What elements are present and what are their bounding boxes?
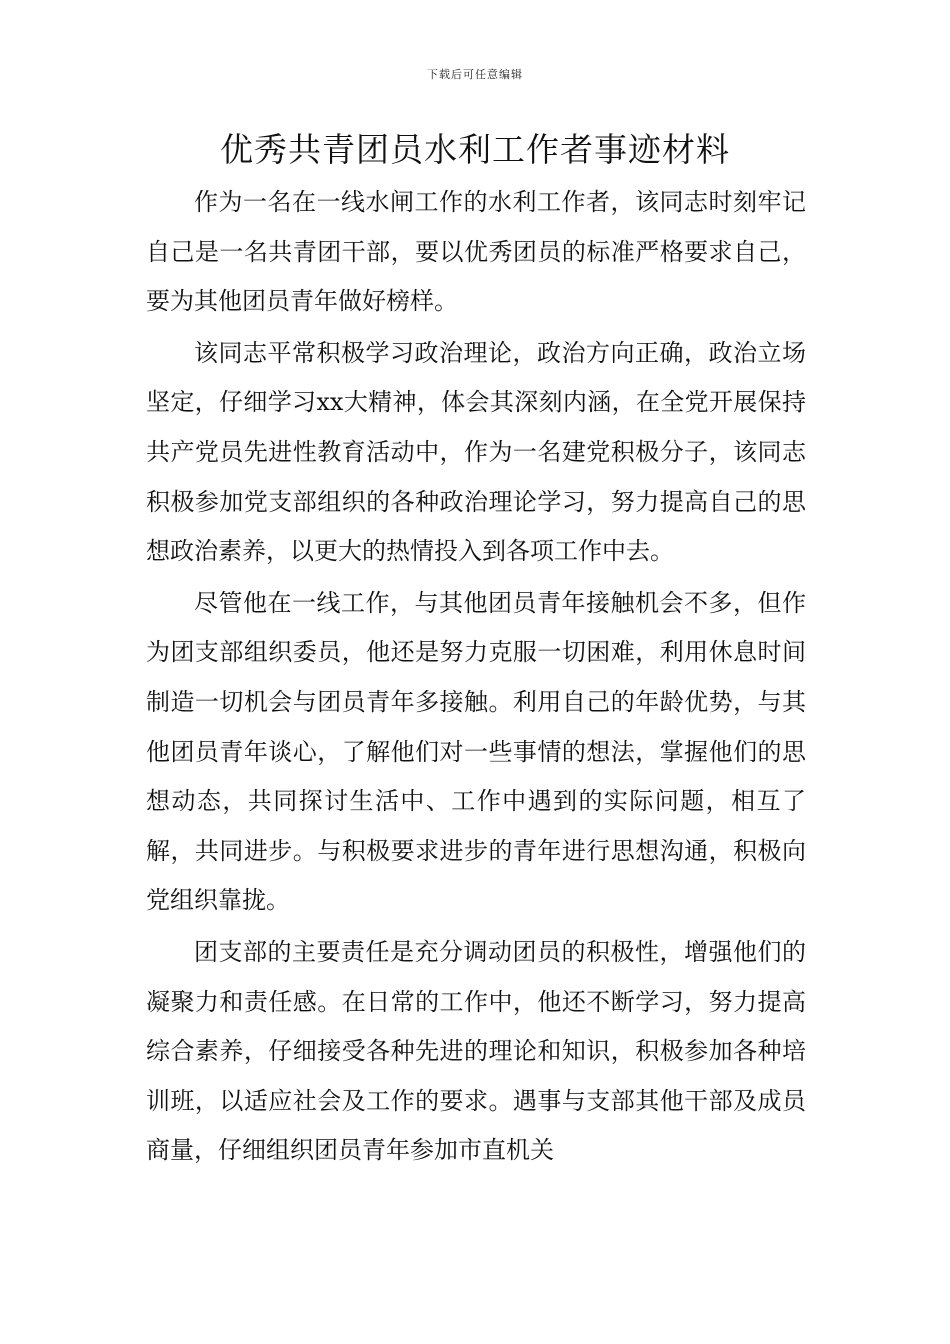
paragraph: 团支部的主要责任是充分调动团员的积极性，增强他们的凝聚力和责任感。在日常的工作中，他还不断学习，努力提高综合素养，仔细接受各种先进的理论和知识，积极参加各种培训班，以适应社会及工作的要求。遇事与支部其他干部及成员商量，仔细组织团员青年参加市直机关 [146,937,806,1165]
paragraph: 作为一名在一线水闸工作的水利工作者，该同志时刻牢记自己是一名共青团干部，要以优秀团员的标准严格要求自己，要为其他团员青年做好榜样。 [146,188,806,316]
document-body [146,178,806,1178]
paragraph: 该同志平常积极学习政治理论，政治方向正确，政治立场坚定，仔细学习xx大精神，体会其深刻内涵，在全党开展保持共产党员先进性教育活动中，作为一名建党积极分子，该同志积极参加党支部组织的各种政治理论学习，努力提高自己的思想政治素养，以更大的热情投入到各项工作中去。 [146,338,806,566]
paragraph: 尽管他在一线工作，与其他团员青年接触机会不多，但作为团支部组织委员，他还是努力克服一切困难，利用休息时间制造一切机会与团员青年多接触。利用自己的年龄优势，与其他团员青年谈心，了解他们对一些事情的想法，掌握他们的思想动态，共同探讨生活中、工作中遇到的实际问题，相互了解，共同进步。与积极要求进步的青年进行思想沟通，积极向党组织靠拢。 [146,588,806,915]
document-title: 优秀共青团员水利工作者事迹材料 [220,130,730,169]
header-note: 下载后可任意编辑 [427,68,523,81]
